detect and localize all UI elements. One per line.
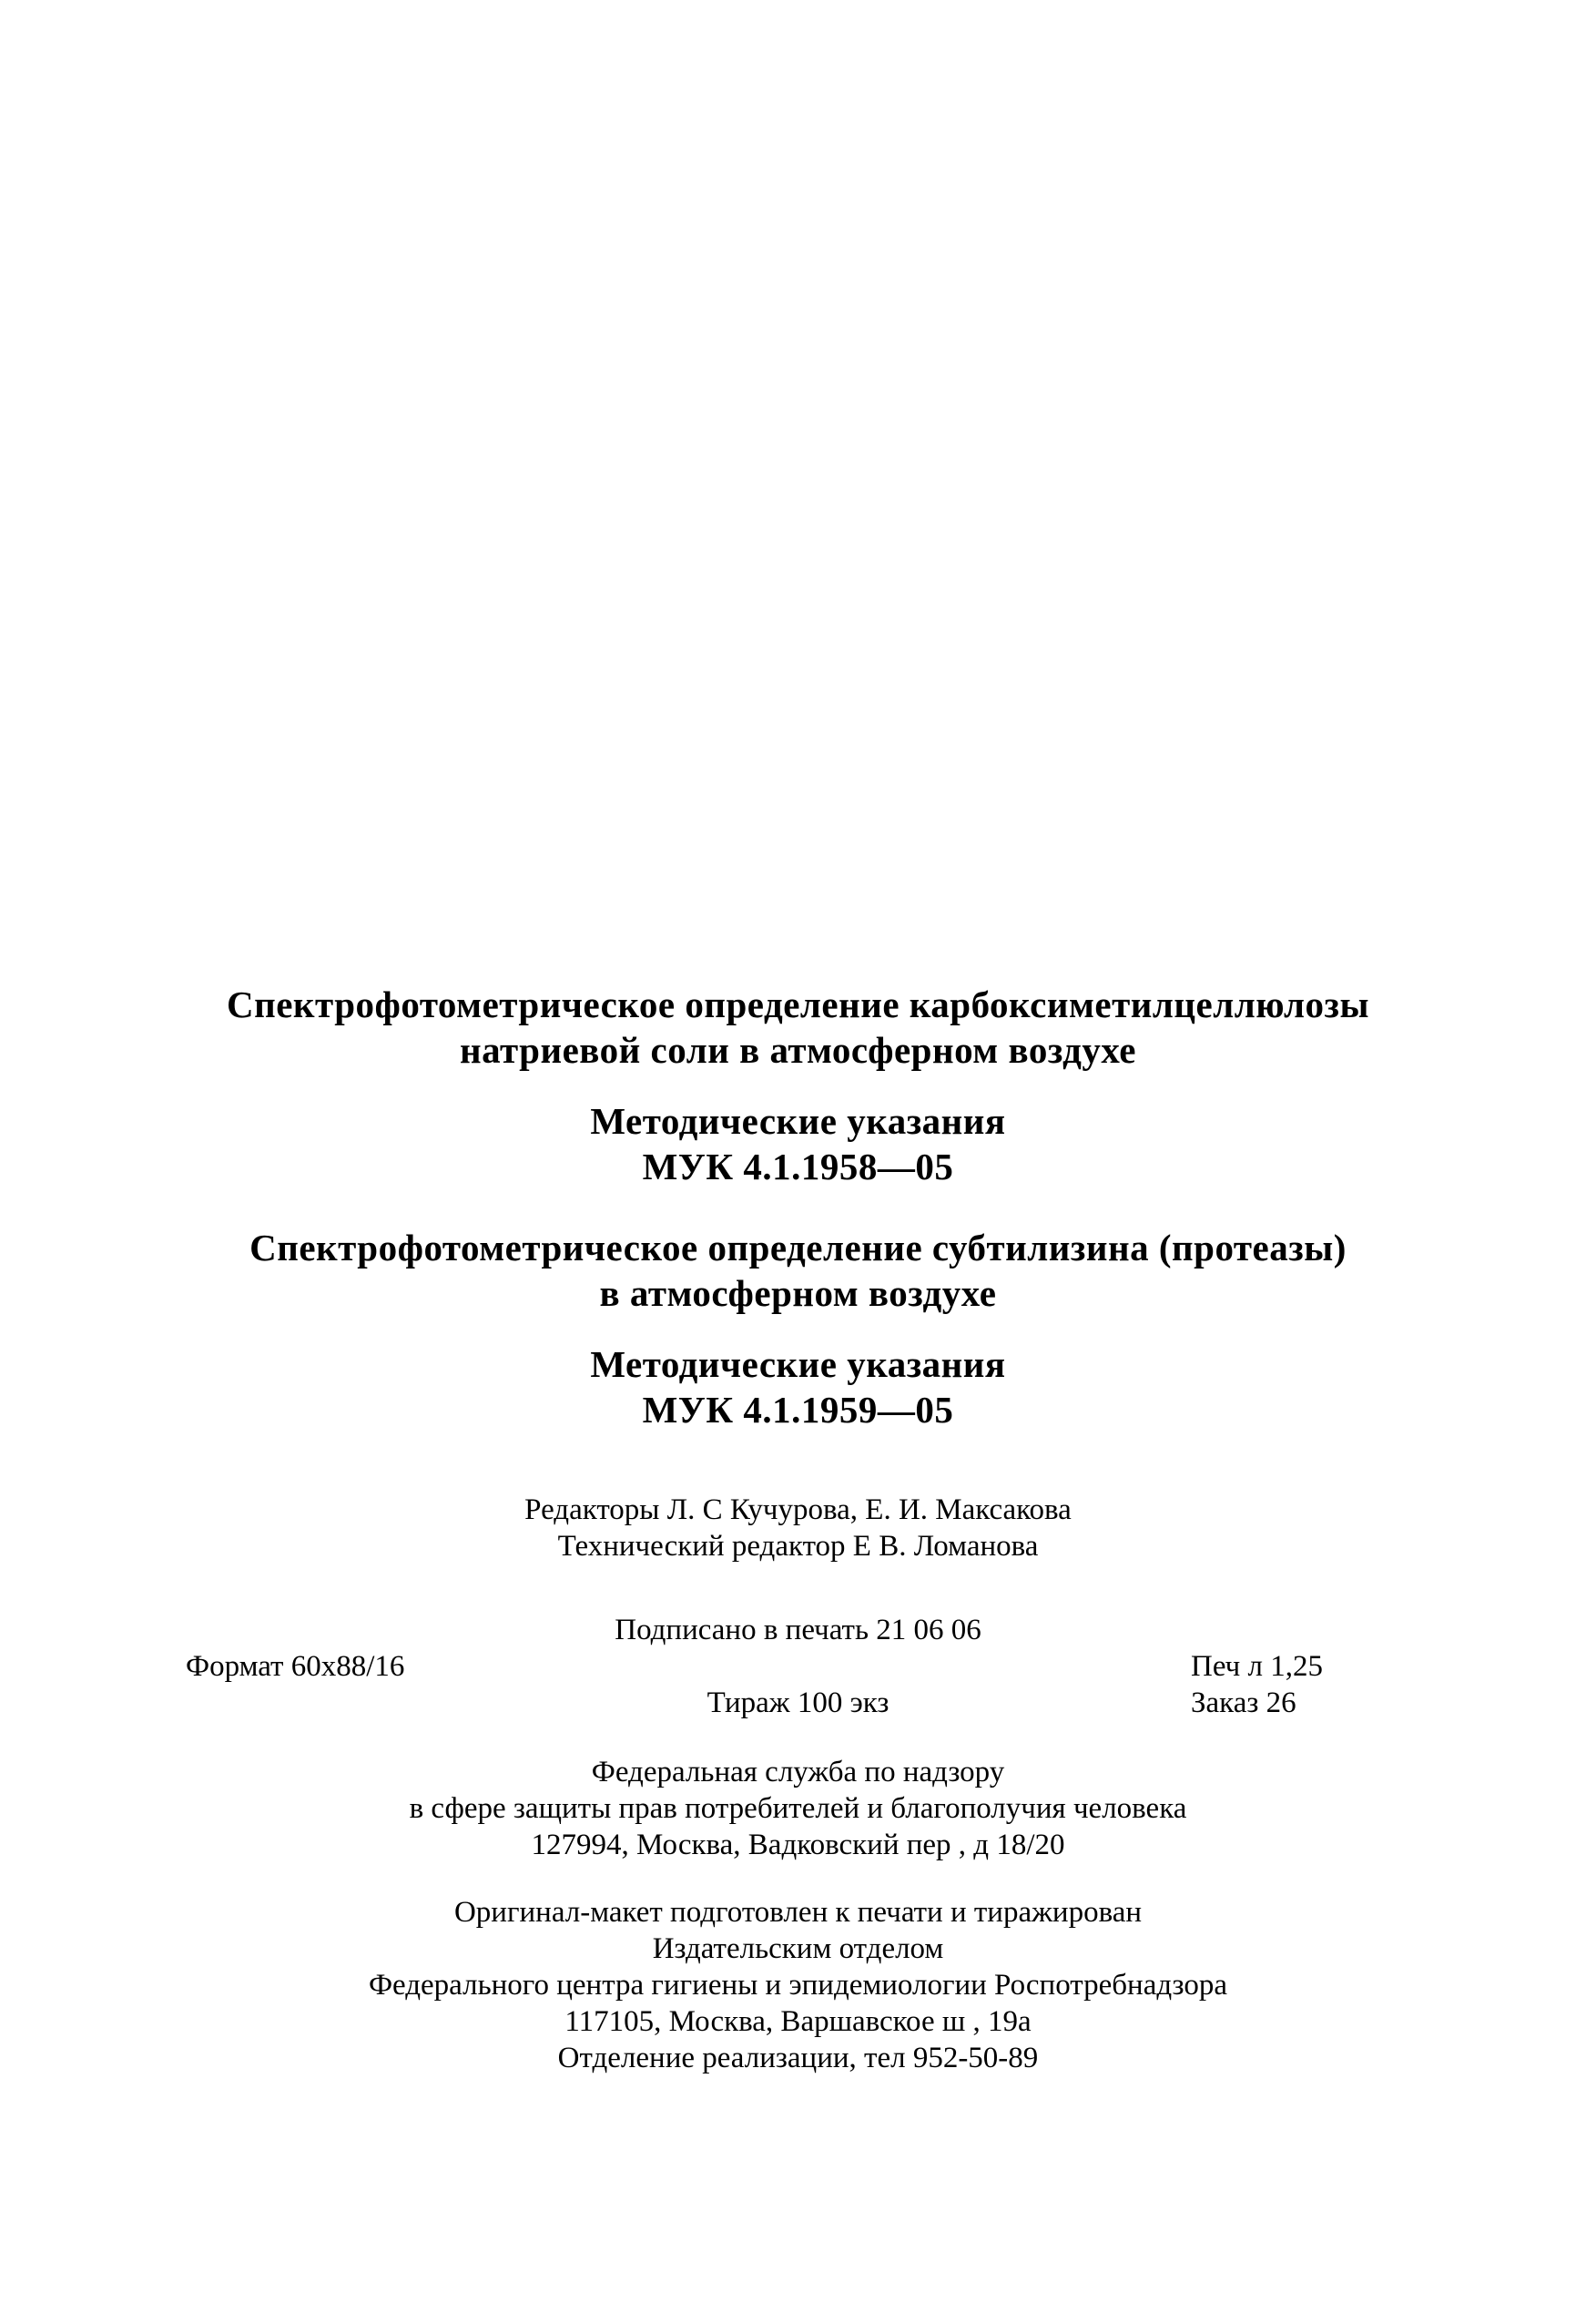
doc2-title-line2: в атмосферном воздухе bbox=[599, 1272, 997, 1314]
doc1-code: МУК 4.1.1958—05 bbox=[642, 1146, 954, 1187]
doc1-subtitle-block bbox=[0, 1098, 1596, 1189]
doc1-title-line1: Спектрофотометрическое определение карбоксиметилцеллюлозы bbox=[227, 983, 1369, 1025]
producer-line4: 117105, Москва, Варшавское ш , 19а bbox=[564, 2005, 1032, 2038]
publisher-line2: в сфере защиты прав потребителей и благополучия человека bbox=[409, 1792, 1187, 1825]
publisher-line3: 127994, Москва, Вадковский пер , д 18/20 bbox=[531, 1829, 1065, 1861]
editors-line1: Редакторы Л. С Кучурова, Е. И. Максакова bbox=[524, 1493, 1072, 1526]
doc2-title-line1: Спектрофотометрическое определение субтилизина (протеазы) bbox=[249, 1227, 1347, 1269]
doc1-subtitle: Методические указания bbox=[590, 1100, 1006, 1142]
doc2-title bbox=[0, 1225, 1596, 1316]
print-order: Заказ 26 bbox=[1191, 1686, 1296, 1719]
print-format: Формат 60x88/16 bbox=[186, 1650, 405, 1683]
publisher-block bbox=[0, 1754, 1596, 1863]
doc2-subtitle-block bbox=[0, 1341, 1596, 1432]
publisher-line1: Федеральная служба по надзору bbox=[591, 1756, 1005, 1788]
doc1-title bbox=[0, 982, 1596, 1073]
print-circulation: Тираж 100 экз bbox=[707, 1686, 889, 1719]
producer-line1: Оригинал-макет подготовлен к печати и тиражирован bbox=[453, 1896, 1143, 1929]
editors-line2: Технический редактор Е В. Ломанова bbox=[557, 1530, 1039, 1563]
doc2-code: МУК 4.1.1959—05 bbox=[642, 1389, 954, 1431]
producer-block bbox=[0, 1894, 1596, 2076]
doc2-subtitle: Методические указания bbox=[590, 1343, 1006, 1385]
editors-block bbox=[0, 1492, 1596, 1564]
print-signed: Подписано в печать 21 06 06 bbox=[615, 1614, 981, 1646]
producer-line5: Отделение реализации, тел 952-50-89 bbox=[557, 2042, 1039, 2074]
producer-line3: Федерального центра гигиены и эпидемиологии Роспотребнадзора bbox=[368, 1969, 1228, 2002]
print-sheets: Печ л 1,25 bbox=[1191, 1650, 1323, 1683]
producer-line2: Издательским отделом bbox=[652, 1932, 944, 1965]
doc1-title-line2: натриевой соли в атмосферном воздухе bbox=[459, 1029, 1136, 1071]
